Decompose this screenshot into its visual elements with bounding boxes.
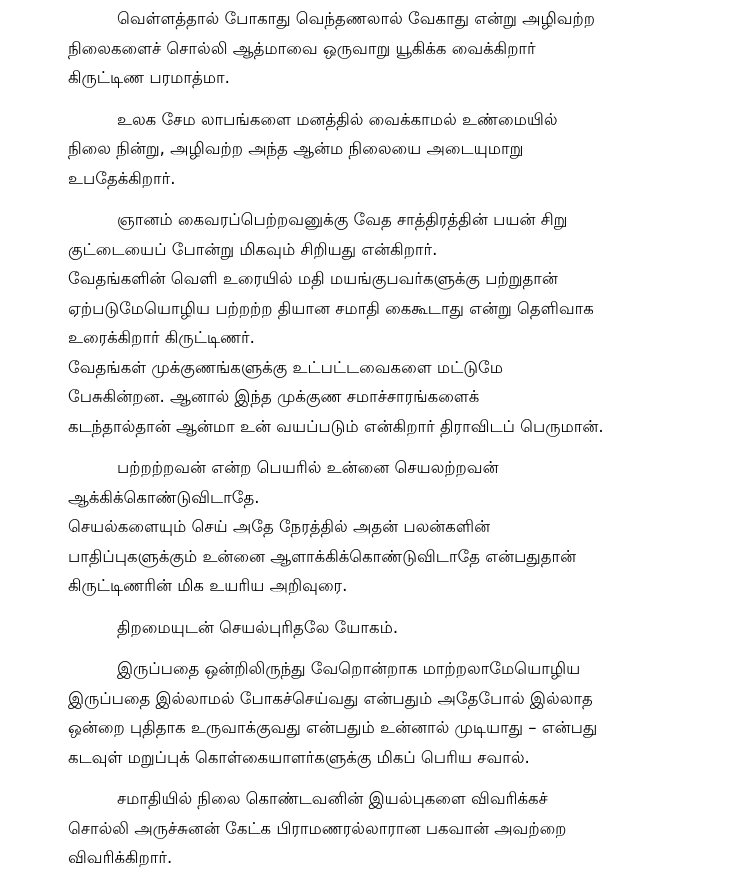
text-line: பாதிப்புகளுக்கும் உன்னை ஆளாக்கிக்கொண்டுவிடாதே என்பதுதான் xyxy=(68,546,577,566)
text-line: சொல்லி அருச்சுனன் கேட்க பிராமணரல்லாரான பகவான் அவற்றை xyxy=(68,818,567,838)
text-line: குட்டையைப் போன்று மிகவும் சிறியது என்கிறார். xyxy=(68,239,438,259)
text-line: சமாதியில் நிலை கொண்டவனின் இயல்புகளை விவரிக்கச் xyxy=(117,789,548,808)
text-line: நிலைகளைச் சொல்லி ஆத்மாவை ஒருவாறு யூகிக்க வைக்கிறார் xyxy=(68,38,536,58)
paragraph xyxy=(68,205,699,264)
text-line: நிலை நின்று, அழிவற்ற அந்த ஆன்ம நிலையை அடையுமாறு xyxy=(68,139,524,158)
paragraph xyxy=(68,353,699,442)
text-line: செயல்களையும் செய் அதே நேரத்தில் அதன் பலன்களின் xyxy=(68,517,491,536)
text-line: விவரிக்கிறார். xyxy=(68,848,173,867)
text-line: வேதங்களின் வெளி உரையில் மதி மயங்குபவர்களுக்கு பற்றுதான் xyxy=(68,269,558,288)
text-line: ஞானம் கைவரப்பெற்றவனுக்கு வேத சாத்திரத்தின் பயன் சிறு xyxy=(117,210,568,229)
text-line: இருப்பதை இல்லாமல் போகச்செய்வது என்பதும் அதேபோல் இல்லாத xyxy=(68,688,593,708)
text-line: கிருட்டிணரின் மிக உயரிய அறிவுரை. xyxy=(68,576,348,595)
text-line: உலக சேம லாபங்களை மனத்தில் வைக்காமல் உண்மையில் xyxy=(117,109,558,129)
text-line: இருப்பதை ஒன்றிலிருந்து வேறொன்றாக மாற்றலாமேயொழிய xyxy=(117,659,581,678)
text-line: பற்றற்றவன் என்ற பெயரில் உன்னை செயலற்றவன் xyxy=(117,458,499,477)
text-line: கடவுள் மறுப்புக் கொள்கையாளர்களுக்கு மிகப் பெரிய சவால். xyxy=(68,747,530,767)
paragraph xyxy=(68,512,699,601)
paragraph xyxy=(68,453,699,512)
paragraph xyxy=(68,613,699,643)
text-line: ஒன்றை புதிதாக உருவாக்குவது என்பதும் உன்னால் முடியாது – என்பது xyxy=(68,718,598,737)
text-line: திறமையுடன் செயல்புரிதலே யோகம். xyxy=(117,617,399,637)
text-line: ஏற்படுமேயொழிய பற்றற்ற தியான சமாதி கைகூடாது என்று தெளிவாக xyxy=(68,298,594,318)
paragraph xyxy=(68,4,699,93)
text-line: ஆக்கிக்கொண்டுவிடாதே. xyxy=(68,487,260,507)
text-line: உரைக்கிறார் கிருட்டிணர். xyxy=(68,328,255,347)
paragraph xyxy=(68,105,699,194)
paragraph xyxy=(68,654,699,772)
text-line: பேசுகின்றன. ஆனால் இந்த முக்குண சமாச்சாரங்களைக் xyxy=(68,387,480,406)
text-line: உபதேக்கிறார். xyxy=(68,168,176,188)
text-line: வெள்ளத்தால் போகாது வெந்தணலால் வேகாது என்று அழிவற்ற xyxy=(117,9,596,28)
text-line: கிருட்டிண பரமாத்மா. xyxy=(68,68,230,87)
text-line: கடந்தால்தான் ஆன்மா உன் வயப்படும் என்கிறார் திராவிடப் பெருமான். xyxy=(68,416,604,436)
text-line: வேதங்கள் முக்குணங்களுக்கு உட்பட்டவைகளை மட்டுமே xyxy=(68,357,503,377)
paragraph xyxy=(68,784,699,873)
paragraph xyxy=(68,264,699,353)
